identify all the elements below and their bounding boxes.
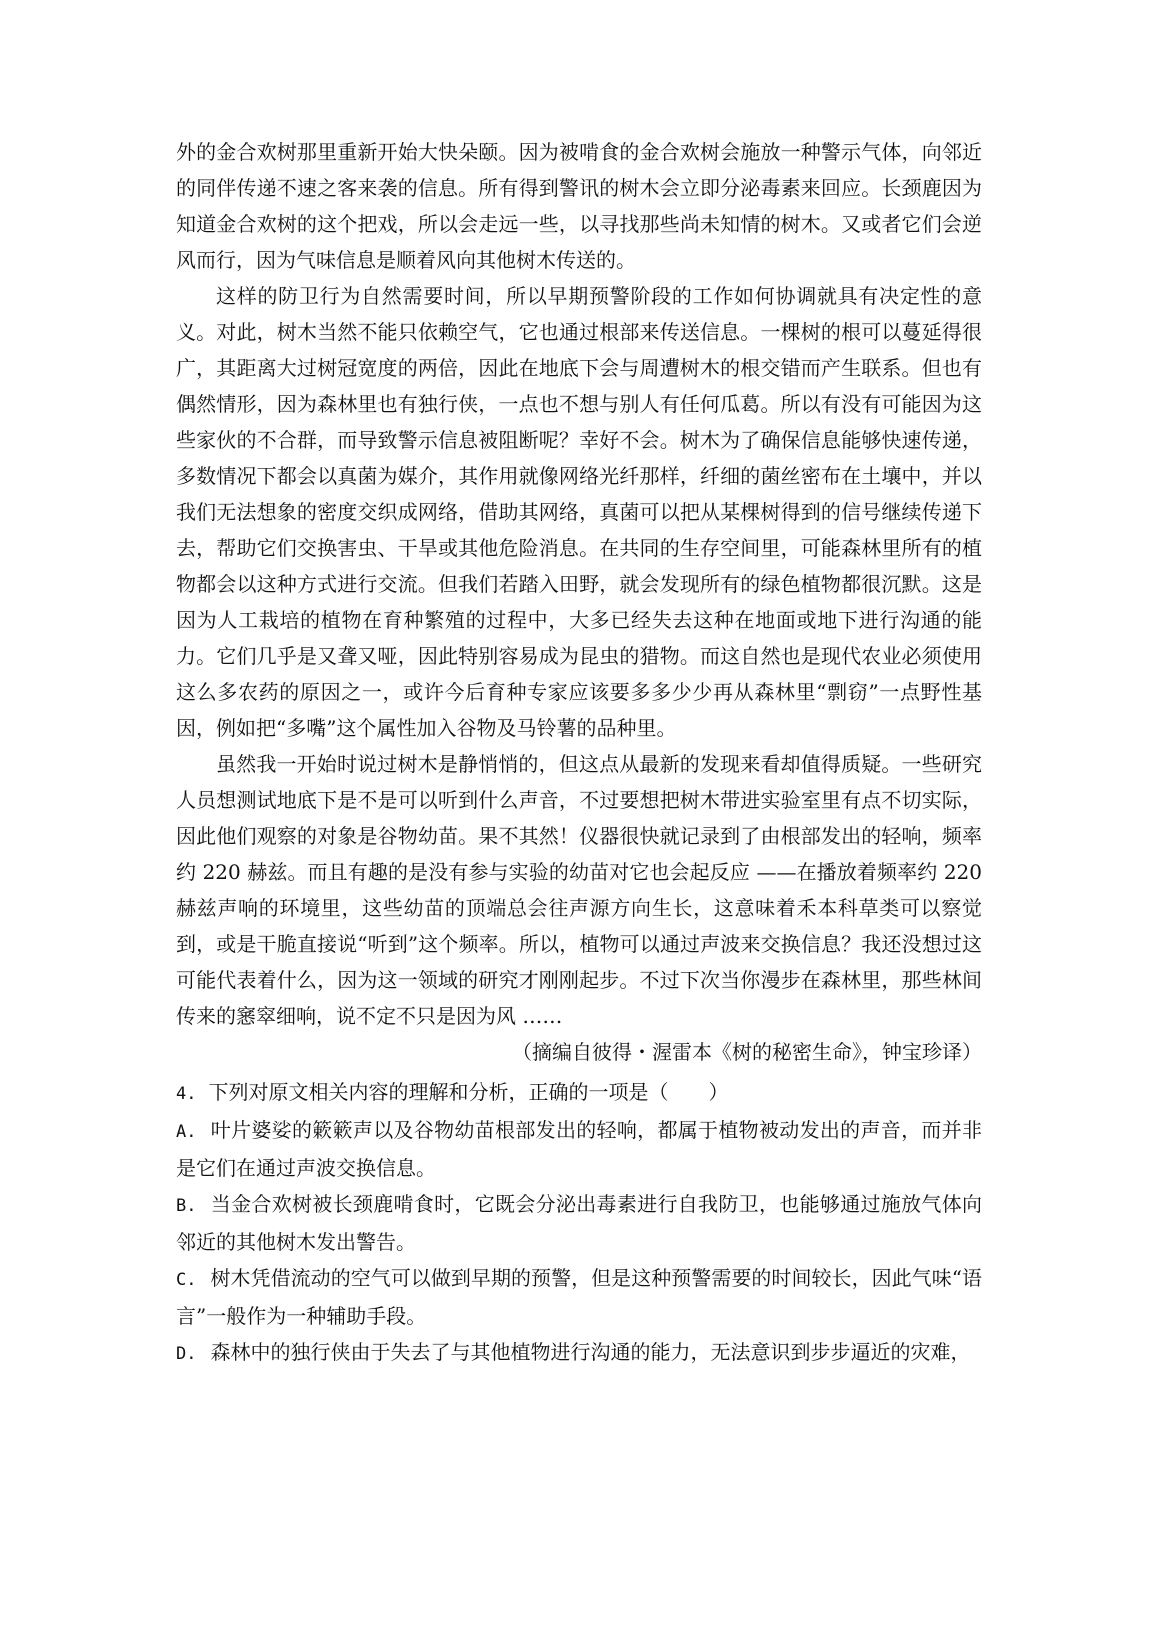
question-text: 下列对原文相关内容的理解和分析，正确的一项是（ ） <box>208 1080 729 1104</box>
paragraph-2: 这样的防卫行为自然需要时间，所以早期预警阶段的工作如何协调就具有决定性的意义。对此，树木当然不能只依赖空气，它也通过根部来传送信息。一棵树的根可以蔓延得很广，其距离大过树冠宽度的两倍，因此在地底下会与周遭树木的根交错而产生联系。但也有偶然情形，因为森林里也有独行侠，一点也不想与别人有任何瓜葛。所以有没有可能因为这些家伙的不合群，而导致警示信息被阻断呢？幸好不会。树木为了确保信息能够快速传递，多数情况下都会以真菌为媒介，其作用就像网络光纤那样，纤细的菌丝密布在土壤中，并以我们无法想象的密度交织成网络，借助其网络，真菌可以把从某棵树得到的信号继续传递下去，帮助它们交换害虫、干旱或其他危险消息。在共同的生存空间里，可能森林里所有的植物都会以这种方式进行交流。但我们若踏入田野，就会发现所有的绿色植物都很沉默。这是因为人工栽培的植物在育种繁殖的过程中，大多已经失去这种在地面或地下进行沟通的能力。它们几乎是又聋又哑，因此特别容易成为昆虫的猎物。而这自然也是现代农业必须使用这么多农药的原因之一，或许今后育种专家应该要多多少少再从森林里“剽窃”一点野性基因，例如把“多嘴”这个属性加入谷物及马铃薯的品种里。 <box>176 284 982 740</box>
option-text: 叶片婆娑的簌簌声以及谷物幼苗根部发出的轻响，都属于植物被动发出的声音，而并非是它们在通过声波交换信息。 <box>176 1118 982 1180</box>
source-citation: （摘编自彼得・渥雷本《树的秘密生命》，钟宝珍译） <box>512 1040 982 1064</box>
option-text: 树木凭借流动的空气可以做到早期的预警，但是这种预警需要的时间较长，因此气味“语言”一般作为一种辅助手段。 <box>176 1266 982 1328</box>
question-stem <box>176 1074 982 1112</box>
article-body <box>176 134 982 1372</box>
option-text: 森林中的独行侠由于失去了与其他植物进行沟通的能力，无法意识到步步逼近的灾难， <box>210 1340 971 1364</box>
option-letter: C. <box>176 1270 197 1290</box>
option-letter: A. <box>176 1122 197 1142</box>
paragraph-3: 虽然我一开始时说过树木是静悄悄的，但这点从最新的发现来看却值得质疑。一些研究人员想测试地底下是不是可以听到什么声音，不过要想把树木带进实验室里有点不切实际，因此他们观察的对象是谷物幼苗。果不其然！仪器很快就记录到了由根部发出的轻响，频率约 220 赫兹。而且有趣的是没有参与实验的幼苗对它也会起反应 ——在播放着频率约 220 赫兹声响的环境里，这些幼苗的顶端总会往声源方向生长，这意味着禾本科草类可以察觉到，或是干脆直接说“听到”这个频率。所以，植物可以通过声波来交换信息？我还没想过这可能代表着什么，因为这一领域的研究才刚刚起步。不过下次当你漫步在森林里，那些林间传来的窸窣细响，说不定不只是因为风 …… <box>176 752 982 1028</box>
option-text: 当金合欢树被长颈鹿啃食时，它既会分泌出毒素进行自我防卫，也能够通过施放气体向邻近的其他树木发出警告。 <box>176 1192 982 1254</box>
option-b <box>176 1186 982 1260</box>
option-d <box>176 1334 982 1372</box>
option-c <box>176 1260 982 1334</box>
option-letter: B. <box>176 1196 197 1216</box>
question-4 <box>176 1074 982 1372</box>
paragraph-1: 外的金合欢树那里重新开始大快朵颐。因为被啃食的金合欢树会施放一种警示气体，向邻近的同伴传递不速之客来袭的信息。所有得到警讯的树木会立即分泌毒素来回应。长颈鹿因为知道金合欢树的这个把戏，所以会走远一些，以寻找那些尚未知情的树木。又或者它们会逆风而行，因为气味信息是顺着风向其他树木传送的。 <box>176 140 982 272</box>
option-letter: D. <box>176 1344 197 1364</box>
option-a <box>176 1112 982 1186</box>
question-number: 4. <box>176 1084 197 1104</box>
